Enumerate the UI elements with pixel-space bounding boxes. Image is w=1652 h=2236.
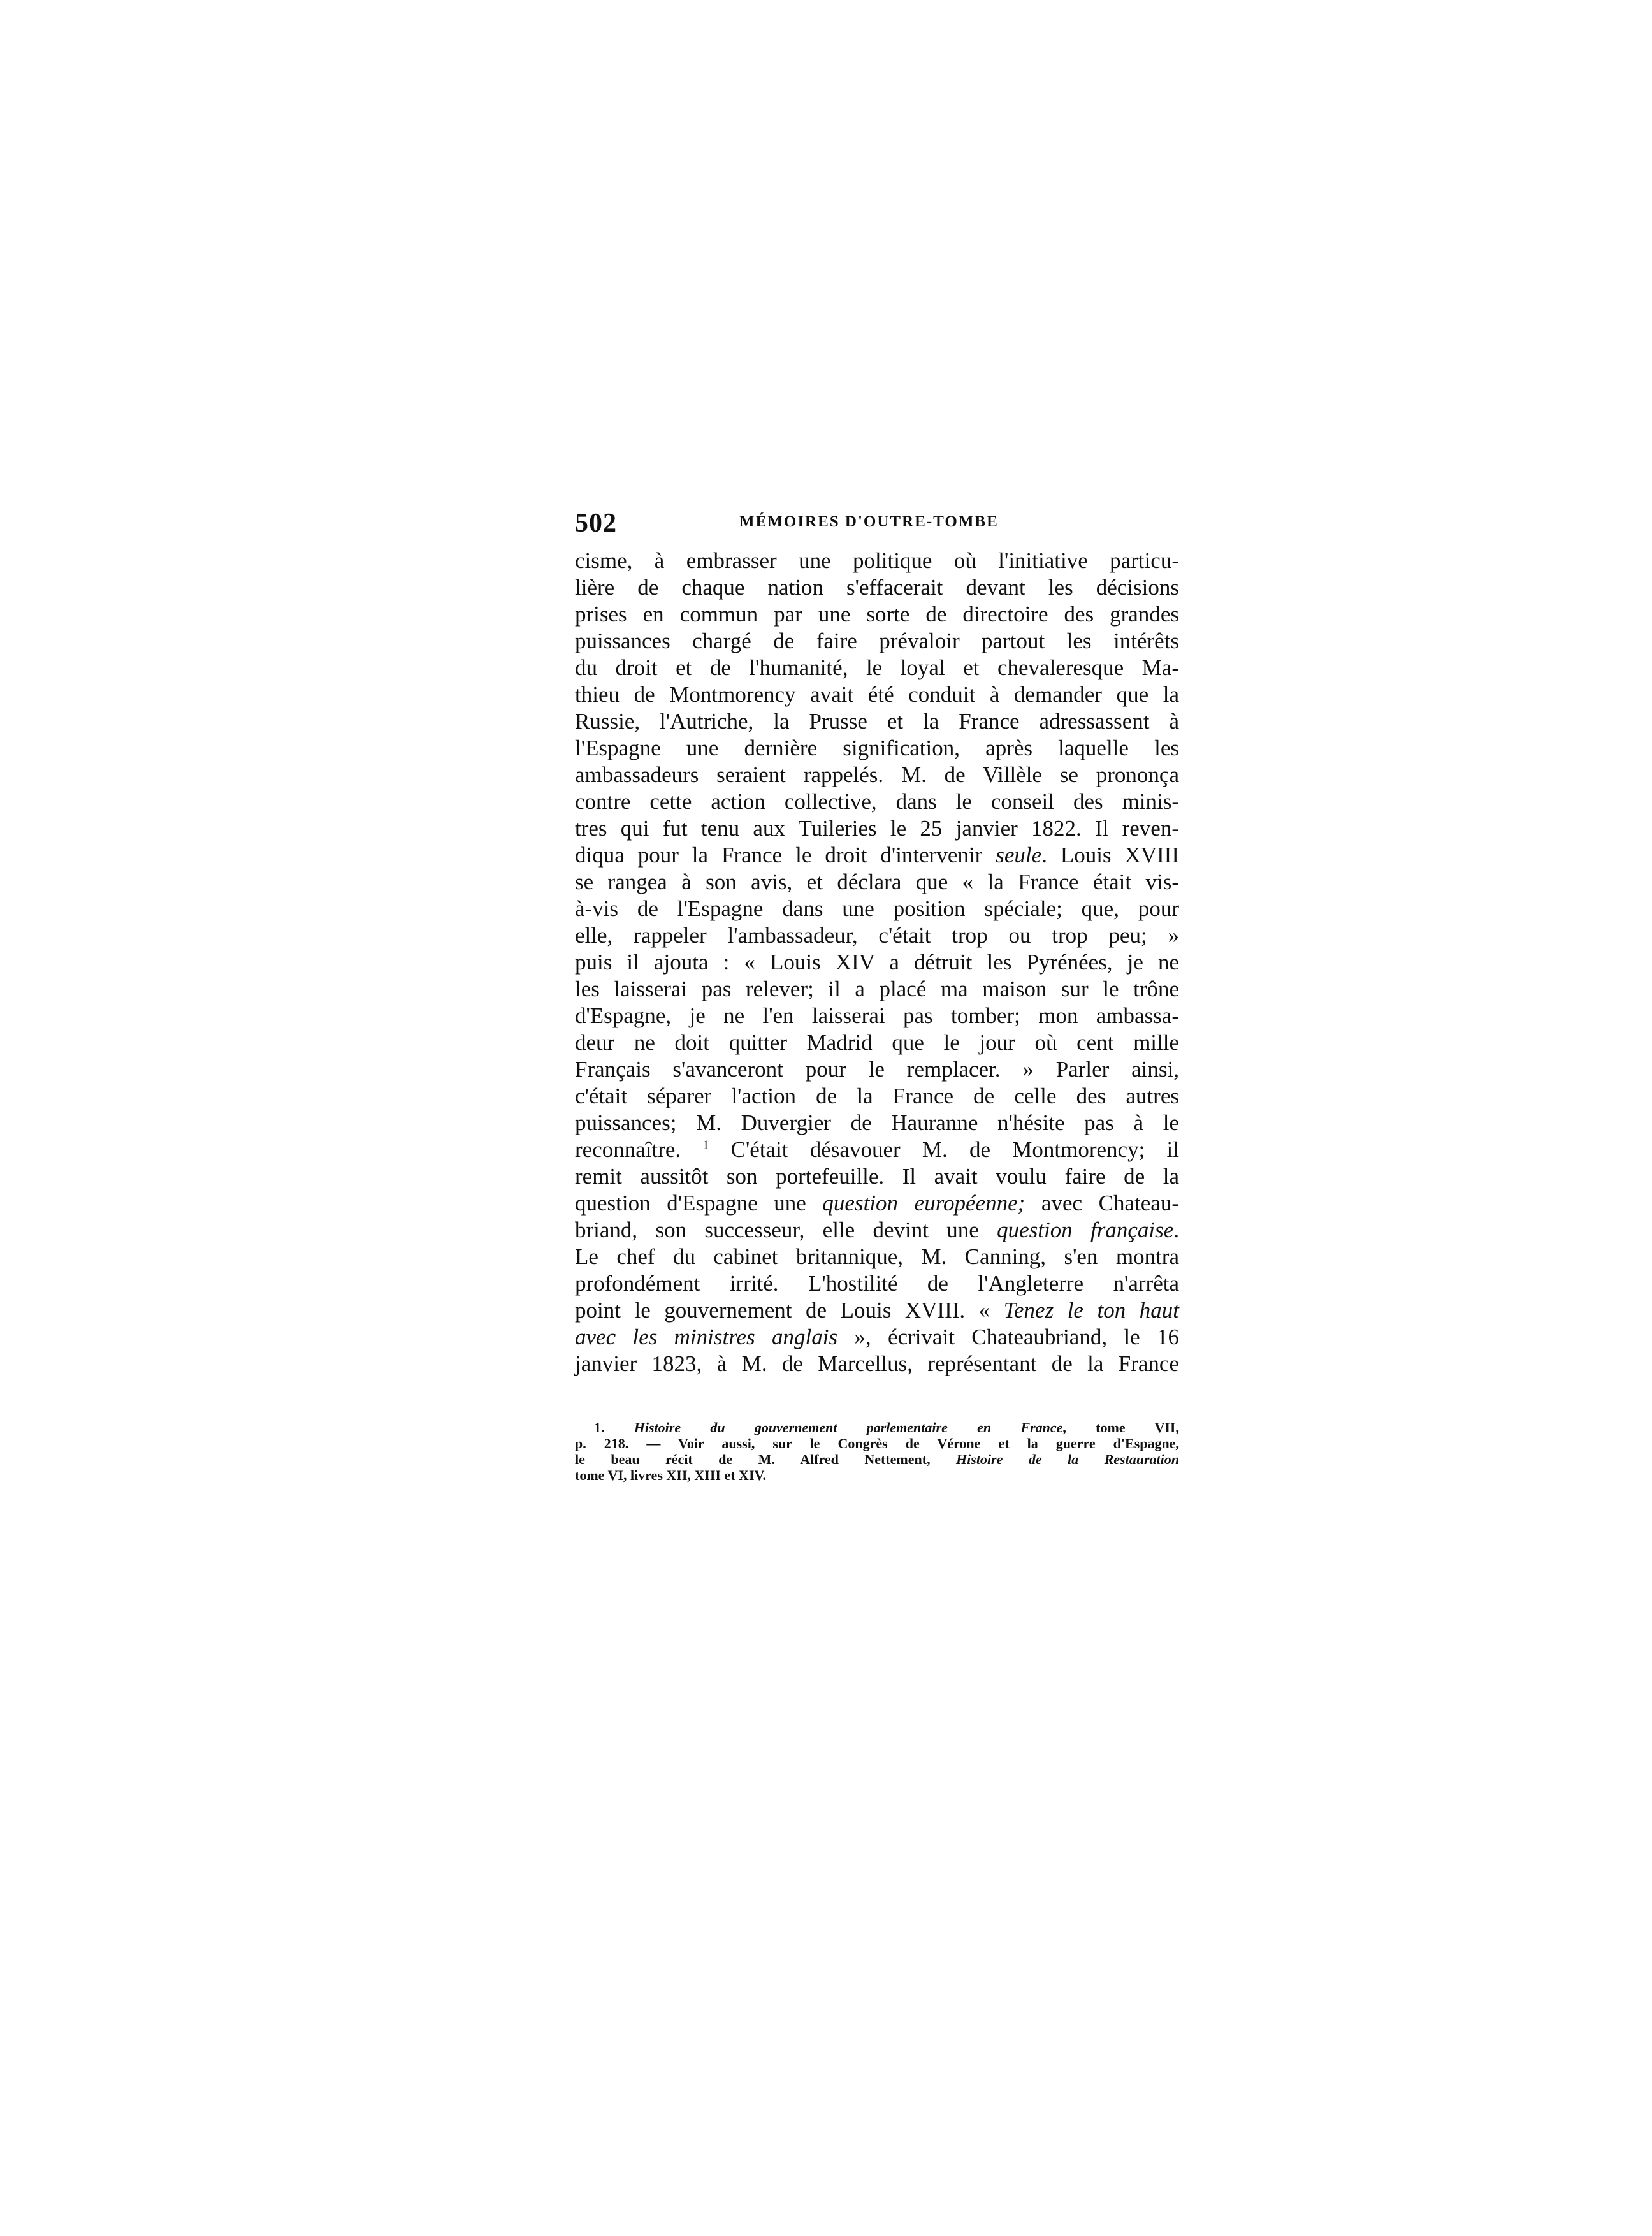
body-line (575, 1217, 1179, 1244)
body-line-text: », écrivait Chateaubriand, le 16 (837, 1325, 1179, 1349)
body-line: d'Espagne, je ne l'en laisserai pas tomber; mon ambassa- (575, 1003, 1179, 1028)
footnote-text: , tome VII, (1062, 1419, 1179, 1435)
body-line: du droit et de l'humanité, le loyal et chevaleresque Ma- (575, 655, 1179, 680)
footnote-text: le beau récit de M. Alfred Nettement, (575, 1451, 957, 1467)
footnote-text: 1. (594, 1419, 634, 1435)
body-line-text: C'était désavouer M. de Montmorency; il (709, 1137, 1179, 1162)
body-line-text: point le gouvernement de Louis XVIII. « (575, 1298, 1004, 1323)
body-line (575, 1190, 1179, 1217)
body-line: puissances; M. Duvergier de Hauranne n'hésite pas à le (575, 1110, 1179, 1135)
page-number: 502 (575, 509, 617, 538)
body-line-text: briand, son successeur, elle devint une (575, 1217, 997, 1242)
body-line: Français s'avanceront pour le remplacer. » Parler ainsi, (575, 1057, 1179, 1082)
footnote-line (575, 1435, 1179, 1451)
body-line: contre cette action collective, dans le conseil des minis- (575, 789, 1179, 814)
footnote-italic: Histoire du gouvernement parlementaire en France (634, 1419, 1063, 1435)
footnote-line (575, 1451, 1179, 1467)
body-line-text: question d'Espagne une (575, 1191, 823, 1216)
body-text (575, 548, 1179, 1377)
footnote-text: p. 218. — Voir aussi, sur le Congrès de Vérone et la guerre d'Espagne, (575, 1435, 1179, 1451)
body-line (575, 1297, 1179, 1324)
body-line: profondément irrité. L'hostilité de l'Angleterre n'arrêta (575, 1271, 1179, 1296)
body-line: c'était séparer l'action de la France de celle des autres (575, 1084, 1179, 1108)
body-line (575, 842, 1179, 869)
body-line: lière de chaque nation s'effacerait devant les décisions (575, 575, 1179, 600)
body-line: les laisserai pas relever; il a placé ma maison sur le trône (575, 976, 1179, 1001)
body-line: puis il ajouta : « Louis XIV a détruit les Pyrénées, je ne (575, 950, 1179, 975)
body-line: Le chef du cabinet britannique, M. Canning, s'en montra (575, 1244, 1179, 1269)
body-line-italic: question européenne; (822, 1191, 1025, 1216)
body-line-text: reconnaître. (575, 1137, 703, 1162)
body-line: ambassadeurs seraient rappelés. M. de Villèle se prononça (575, 762, 1179, 787)
footnote-text: tome VI, livres XII, XIII et XIV. (575, 1467, 767, 1483)
body-line: thieu de Montmorency avait été conduit à demander que la (575, 682, 1179, 707)
body-line: l'Espagne une dernière signification, après laquelle les (575, 736, 1179, 760)
footnotes (575, 1419, 1179, 1483)
body-line: se rangea à son avis, et déclara que « la France était vis- (575, 869, 1179, 894)
body-line: à-vis de l'Espagne dans une position spéciale; que, pour (575, 896, 1179, 921)
body-line: puissances chargé de faire prévaloir partout les intérêts (575, 628, 1179, 653)
body-line-text: avec Chateau- (1025, 1191, 1179, 1216)
footnote-ref: 1 (702, 1138, 709, 1152)
body-line: prises en commun par une sorte de directoire des grandes (575, 602, 1179, 627)
footnote-italic: Histoire de la Restauration (956, 1451, 1179, 1467)
body-line-text: . (1173, 1217, 1179, 1242)
body-line: cisme, à embrasser une politique où l'initiative particu- (575, 548, 1179, 573)
running-head (575, 507, 1179, 539)
body-line: Russie, l'Autriche, la Prusse et la France adressassent à (575, 709, 1179, 734)
body-line-text: diqua pour la France le droit d'intervenir (575, 843, 996, 868)
body-line (575, 1324, 1179, 1351)
body-line: deur ne doit quitter Madrid que le jour où cent mille (575, 1030, 1179, 1055)
body-line: tres qui fut tenu aux Tuileries le 25 janvier 1822. Il reven- (575, 816, 1179, 841)
body-line-italic: Tenez le ton haut (1003, 1298, 1179, 1323)
page-block (575, 507, 1179, 1483)
body-line-italic: avec les ministres anglais (575, 1325, 838, 1349)
footnote-line (575, 1467, 1179, 1483)
running-title: MÉMOIRES D'OUTRE-TOMBE (739, 513, 999, 530)
body-line-italic: seule (996, 843, 1042, 868)
body-line: remit aussitôt son portefeuille. Il avait voulu faire de la (575, 1164, 1179, 1189)
footnote-line (575, 1419, 1179, 1435)
body-line: janvier 1823, à M. de Marcellus, représentant de la France (575, 1351, 1179, 1376)
body-line-text: . Louis XVIII (1041, 843, 1179, 868)
body-line (575, 1136, 1179, 1163)
body-line: elle, rappeler l'ambassadeur, c'était trop ou trop peu; » (575, 923, 1179, 948)
body-line-italic: question française (997, 1217, 1174, 1242)
